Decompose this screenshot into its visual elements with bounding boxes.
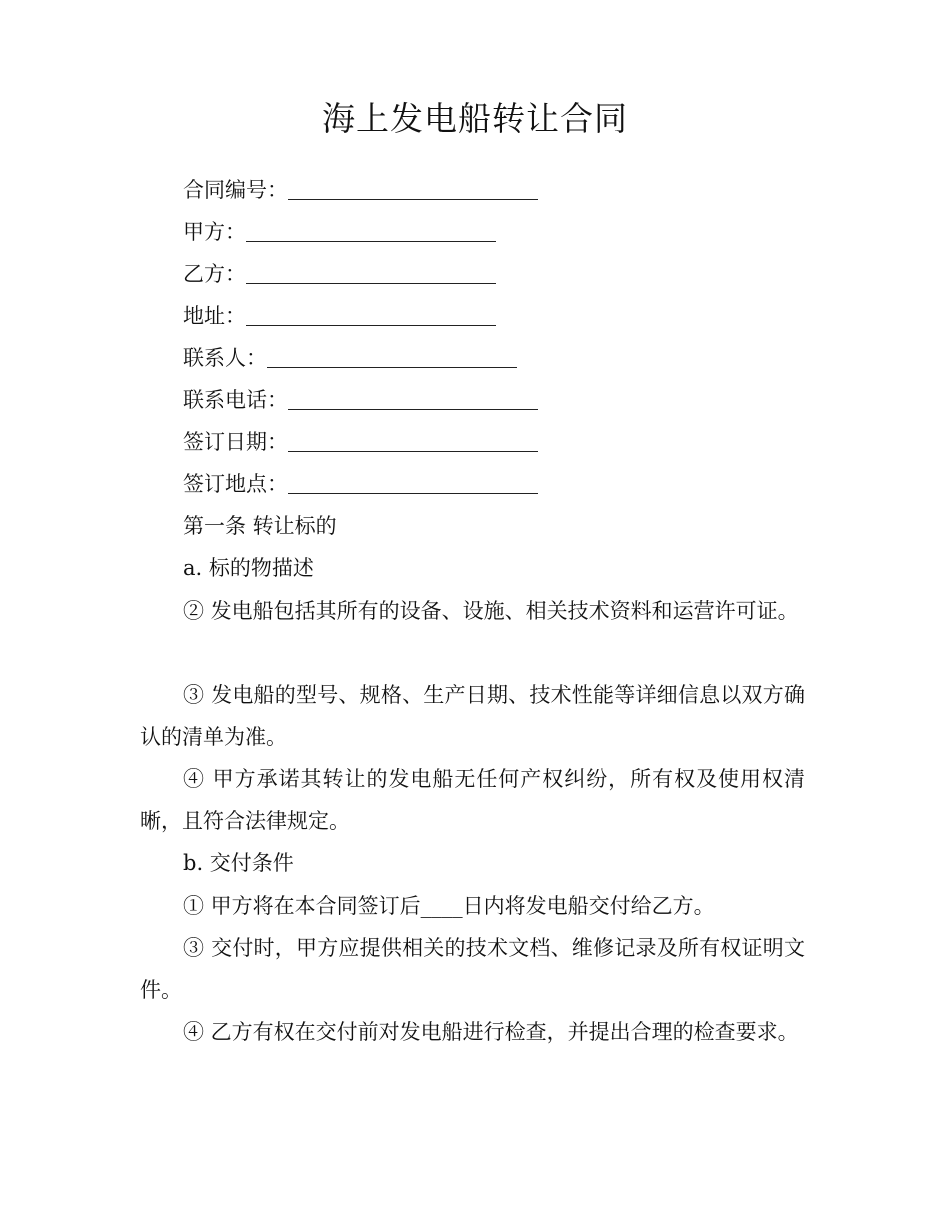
article-heading: 第一条 转让标的 bbox=[183, 514, 337, 538]
section-heading: a. 标的物描述 bbox=[183, 556, 314, 580]
clause-paragraph: ④ 甲方承诺其转让的发电船无任何产权纠纷，所有权及使用权清晰，且符合法律规定。 bbox=[140, 767, 805, 833]
field-signing-date bbox=[183, 427, 538, 457]
clause-paragraph: ③ 发电船的型号、规格、生产日期、技术性能等详细信息以双方确认的清单为准。 bbox=[140, 683, 805, 749]
field-label: 签订地点： bbox=[183, 472, 288, 496]
field-party-b bbox=[183, 259, 496, 289]
field-contract-number bbox=[183, 175, 538, 205]
blank-line bbox=[288, 427, 538, 452]
clause-paragraph: ② 发电船包括其所有的设备、设施、相关技术资料和运营许可证。 bbox=[183, 599, 799, 623]
blank-line bbox=[288, 469, 538, 494]
field-contact-phone bbox=[183, 385, 538, 415]
field-party-a bbox=[183, 217, 496, 247]
field-contact-person bbox=[183, 343, 517, 373]
field-label: 签订日期： bbox=[183, 430, 288, 454]
blank-line bbox=[246, 259, 496, 284]
field-label: 乙方： bbox=[183, 262, 246, 286]
clause-paragraph: ① 甲方将在本合同签订后____日内将发电船交付给乙方。 bbox=[183, 894, 715, 918]
field-label: 甲方： bbox=[183, 220, 246, 244]
field-label: 联系人： bbox=[183, 346, 267, 370]
blank-line bbox=[288, 175, 538, 200]
field-address bbox=[183, 301, 496, 331]
clause-paragraph: ④ 乙方有权在交付前对发电船进行检查，并提出合理的检查要求。 bbox=[183, 1020, 799, 1044]
blank-line bbox=[267, 343, 517, 368]
clause-paragraph: ③ 交付时，甲方应提供相关的技术文档、维修记录及所有权证明文件。 bbox=[140, 936, 805, 1002]
blank-line bbox=[246, 301, 496, 326]
blank-line bbox=[246, 217, 496, 242]
field-label: 地址： bbox=[183, 304, 246, 328]
document-title: 海上发电船转让合同 bbox=[322, 99, 628, 138]
field-signing-place bbox=[183, 469, 538, 499]
field-label: 合同编号： bbox=[183, 178, 288, 202]
blank-line bbox=[288, 385, 538, 410]
section-heading: b. 交付条件 bbox=[183, 851, 294, 875]
field-label: 联系电话： bbox=[183, 388, 288, 412]
